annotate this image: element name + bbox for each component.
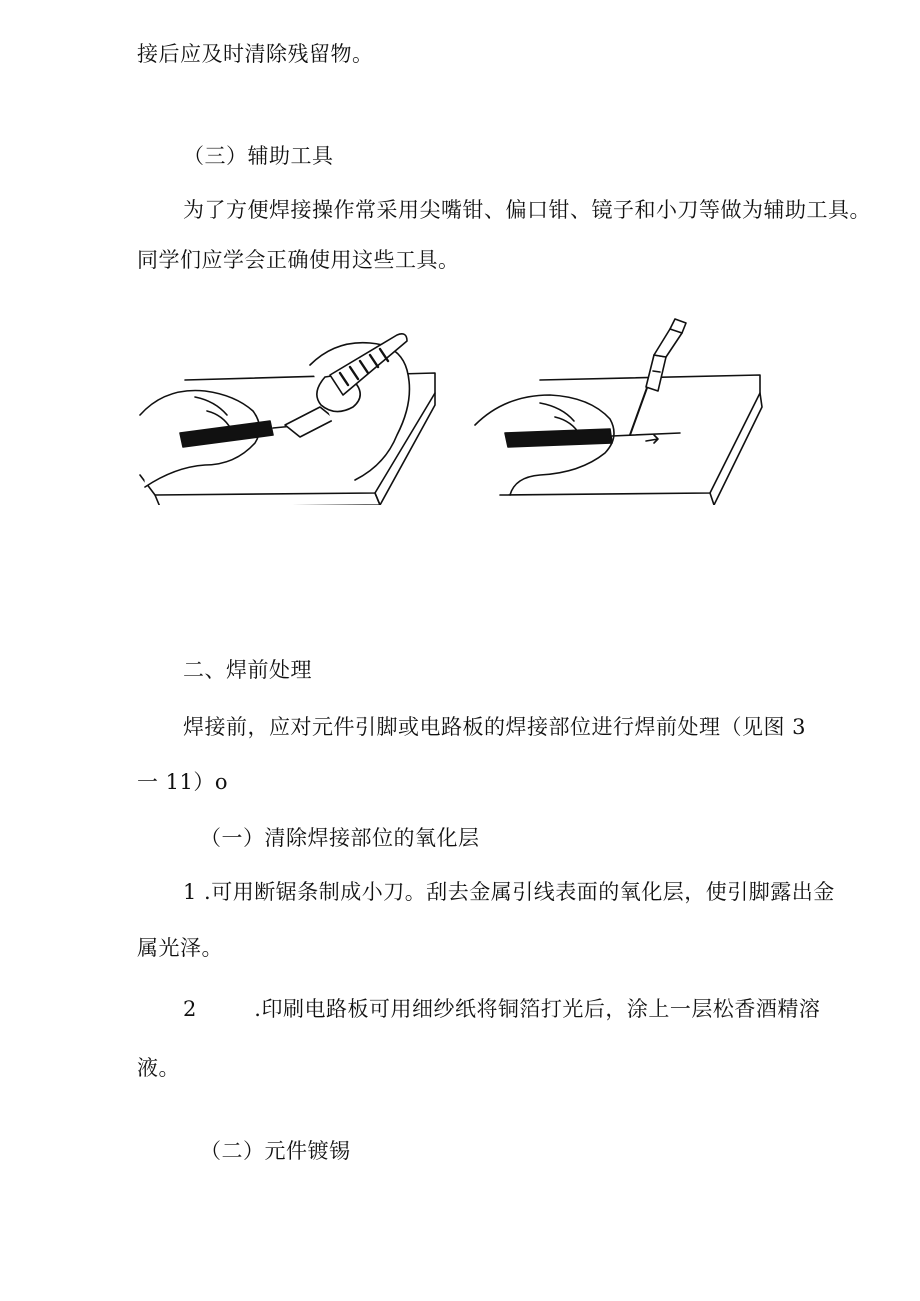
text-line: 2 .印刷电路板可用细纱纸将铜箔打光后，涂上一层松香酒精溶 [183, 997, 821, 1021]
text-line: 同学们应学会正确使用这些工具。 [137, 248, 460, 272]
section-heading-pre-weld: 二、焊前处理 [183, 658, 312, 682]
text-line: 属光泽。 [137, 936, 223, 960]
scraping-illustration [135, 315, 445, 505]
section-heading-oxide-removal: （一）清除焊接部位的氧化层 [200, 826, 480, 850]
text-line: 焊接前，应对元件引脚或电路板的焊接部位进行焊前处理（见图 3 [183, 715, 807, 739]
section-heading-aux-tools: （三）辅助工具 [183, 144, 334, 168]
text-line: 为了方便焊接操作常采用尖嘴钳、偏口钳、镜子和小刀等做为辅助工具。 [183, 198, 871, 222]
text-line: 液。 [137, 1056, 180, 1080]
figure-illustration [135, 315, 770, 505]
text-line: 接后应及时清除残留物。 [137, 42, 374, 66]
text-line: 1 .可用断锯条制成小刀。刮去金属引线表面的氧化层，使引脚露出金 [183, 880, 835, 904]
section-heading-tinning: （二）元件镀锡 [200, 1139, 351, 1163]
tinning-illustration [470, 315, 770, 505]
text-line: 一 11）o [137, 770, 229, 794]
